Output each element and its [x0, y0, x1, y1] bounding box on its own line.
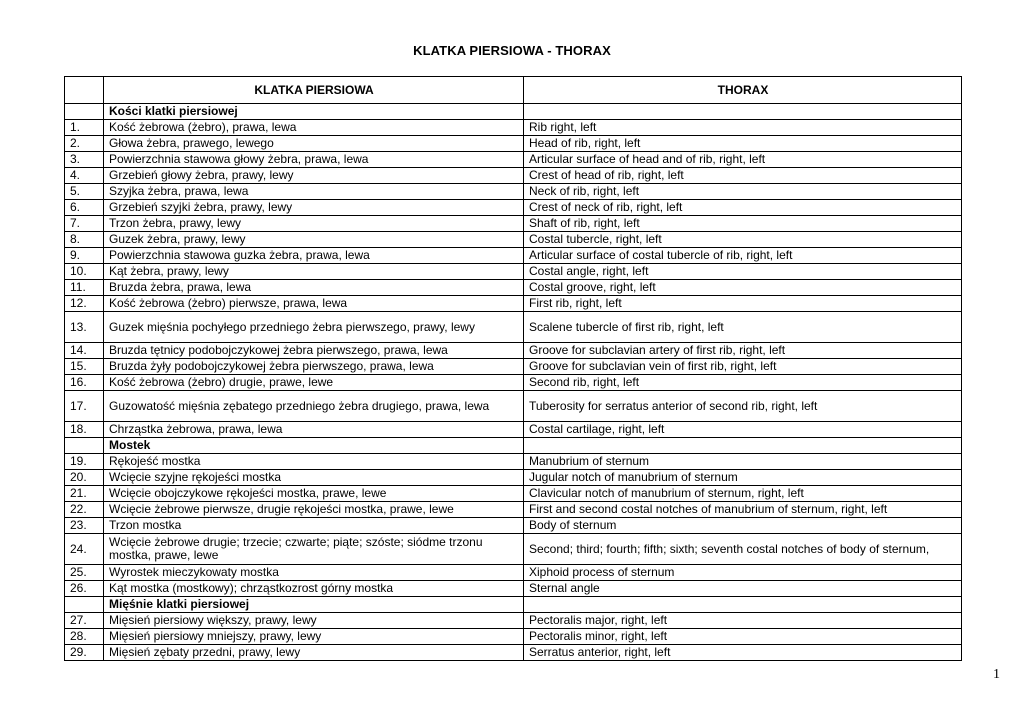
row-number: 26.: [65, 581, 104, 597]
row-number: 19.: [65, 454, 104, 470]
table-row: [65, 136, 962, 152]
row-number: 11.: [65, 280, 104, 296]
polish-term: Bruzda żyły podobojczykowej żebra pierwszego, prawa, lewa: [104, 359, 524, 375]
english-term: Pectoralis major, right, left: [524, 613, 962, 629]
english-term: First and second costal notches of manubrium of sternum, right, left: [524, 502, 962, 518]
polish-term: Chrząstka żebrowa, prawa, lewa: [104, 422, 524, 438]
english-term: Tuberosity for serratus anterior of second rib, right, left: [524, 391, 962, 422]
section-english-cell: [524, 597, 962, 613]
section-heading-row: [65, 104, 962, 120]
row-number: 2.: [65, 136, 104, 152]
english-term: Shaft of rib, right, left: [524, 216, 962, 232]
table-row: [65, 120, 962, 136]
table-row: [65, 296, 962, 312]
polish-term: Bruzda żebra, prawa, lewa: [104, 280, 524, 296]
row-number: 6.: [65, 200, 104, 216]
table-row: [65, 518, 962, 534]
polish-term: Rękojeść mostka: [104, 454, 524, 470]
section-number-cell: [65, 597, 104, 613]
polish-term: Kąt mostka (mostkowy); chrząstkozrost górny mostka: [104, 581, 524, 597]
table-row: [65, 613, 962, 629]
english-term: Costal tubercle, right, left: [524, 232, 962, 248]
english-term: Serratus anterior, right, left: [524, 645, 962, 661]
polish-term: Powierzchnia stawowa guzka żebra, prawa, lewa: [104, 248, 524, 264]
table-row: [65, 216, 962, 232]
english-term: Crest of neck of rib, right, left: [524, 200, 962, 216]
table-row: [65, 359, 962, 375]
table-row: [65, 200, 962, 216]
table-row: [65, 264, 962, 280]
row-number: 25.: [65, 565, 104, 581]
english-term: Groove for subclavian artery of first rib, right, left: [524, 343, 962, 359]
english-term: Articular surface of costal tubercle of rib, right, left: [524, 248, 962, 264]
polish-term: Szyjka żebra, prawa, lewa: [104, 184, 524, 200]
anatomy-terms-table: [64, 76, 962, 661]
english-term: Head of rib, right, left: [524, 136, 962, 152]
english-term: Rib right, left: [524, 120, 962, 136]
english-term: First rib, right, left: [524, 296, 962, 312]
polish-term: Guzek żebra, prawy, lewy: [104, 232, 524, 248]
english-term: Body of sternum: [524, 518, 962, 534]
row-number: 24.: [65, 534, 104, 565]
row-number: 22.: [65, 502, 104, 518]
polish-term: Guzowatość mięśnia zębatego przedniego żebra drugiego, prawa, lewa: [104, 391, 524, 422]
polish-term: Kąt żebra, prawy, lewy: [104, 264, 524, 280]
row-number: 15.: [65, 359, 104, 375]
row-number: 27.: [65, 613, 104, 629]
table-row: [65, 168, 962, 184]
row-number: 17.: [65, 391, 104, 422]
english-term: Neck of rib, right, left: [524, 184, 962, 200]
english-term: Crest of head of rib, right, left: [524, 168, 962, 184]
table-row: [65, 152, 962, 168]
row-number: 20.: [65, 470, 104, 486]
row-number: 16.: [65, 375, 104, 391]
page-number: 1: [993, 667, 1000, 682]
section-number-cell: [65, 104, 104, 120]
polish-term: Kość żebrowa (żebro) drugie, prawe, lewe: [104, 375, 524, 391]
english-term: Clavicular notch of manubrium of sternum, right, left: [524, 486, 962, 502]
table-row: [65, 502, 962, 518]
english-term: Scalene tubercle of first rib, right, left: [524, 312, 962, 343]
english-term: Costal groove, right, left: [524, 280, 962, 296]
table-row: [65, 470, 962, 486]
polish-term: Mięsień piersiowy większy, prawy, lewy: [104, 613, 524, 629]
polish-term: Kość żebrowa (żebro), prawa, lewa: [104, 120, 524, 136]
row-number: 18.: [65, 422, 104, 438]
english-term: Manubrium of sternum: [524, 454, 962, 470]
polish-term: Kość żebrowa (żebro) pierwsze, prawa, lewa: [104, 296, 524, 312]
table-row: [65, 645, 962, 661]
english-term: Costal cartilage, right, left: [524, 422, 962, 438]
table-row: [65, 422, 962, 438]
polish-term: Trzon mostka: [104, 518, 524, 534]
row-number: 7.: [65, 216, 104, 232]
section-heading: Kości klatki piersiowej: [104, 104, 524, 120]
header-polish-cell: KLATKA PIERSIOWA: [104, 77, 524, 104]
english-term: Sternal angle: [524, 581, 962, 597]
document-title: KLATKA PIERSIOWA - THORAX: [413, 43, 611, 58]
row-number: 1.: [65, 120, 104, 136]
table-row: [65, 391, 962, 422]
table-body: [65, 77, 962, 661]
row-number: 14.: [65, 343, 104, 359]
table-row: [65, 565, 962, 581]
row-number: 28.: [65, 629, 104, 645]
table-row: [65, 375, 962, 391]
polish-term: Wcięcie żebrowe drugie; trzecie; czwarte; piąte; szóste; siódme trzonu mostka, prawe, lewe: [104, 534, 524, 565]
table-row: [65, 280, 962, 296]
polish-term: Powierzchnia stawowa głowy żebra, prawa, lewa: [104, 152, 524, 168]
table-row: [65, 232, 962, 248]
section-heading: Mostek: [104, 438, 524, 454]
section-heading: Mięśnie klatki piersiowej: [104, 597, 524, 613]
row-number: 3.: [65, 152, 104, 168]
section-english-cell: [524, 104, 962, 120]
polish-term: Guzek mięśnia pochyłego przedniego żebra pierwszego, prawy, lewy: [104, 312, 524, 343]
polish-term: Mięsień piersiowy mniejszy, prawy, lewy: [104, 629, 524, 645]
table-row: [65, 343, 962, 359]
english-term: Second rib, right, left: [524, 375, 962, 391]
polish-term: Wyrostek mieczykowaty mostka: [104, 565, 524, 581]
header-english-cell: THORAX: [524, 77, 962, 104]
english-term: Groove for subclavian vein of first rib, right, left: [524, 359, 962, 375]
row-number: 13.: [65, 312, 104, 343]
polish-term: Mięsień zębaty przedni, prawy, lewy: [104, 645, 524, 661]
english-term: Jugular notch of manubrium of sternum: [524, 470, 962, 486]
polish-term: Trzon żebra, prawy, lewy: [104, 216, 524, 232]
polish-term: Głowa żebra, prawego, lewego: [104, 136, 524, 152]
row-number: 21.: [65, 486, 104, 502]
row-number: 5.: [65, 184, 104, 200]
english-term: Xiphoid process of sternum: [524, 565, 962, 581]
polish-term: Grzebień szyjki żebra, prawy, lewy: [104, 200, 524, 216]
english-term: Articular surface of head and of rib, right, left: [524, 152, 962, 168]
english-term: Second; third; fourth; fifth; sixth; seventh costal notches of body of sternum,: [524, 534, 962, 565]
row-number: 4.: [65, 168, 104, 184]
table-row: [65, 248, 962, 264]
polish-term: Bruzda tętnicy podobojczykowej żebra pierwszego, prawa, lewa: [104, 343, 524, 359]
polish-term: Grzebień głowy żebra, prawy, lewy: [104, 168, 524, 184]
table-row: [65, 184, 962, 200]
table-row: [65, 312, 962, 343]
table-row: [65, 486, 962, 502]
table-row: [65, 534, 962, 565]
english-term: Costal angle, right, left: [524, 264, 962, 280]
table-row: [65, 629, 962, 645]
row-number: 12.: [65, 296, 104, 312]
section-heading-row: [65, 438, 962, 454]
polish-term: Wcięcie szyjne rękojeści mostka: [104, 470, 524, 486]
section-number-cell: [65, 438, 104, 454]
english-term: Pectoralis minor, right, left: [524, 629, 962, 645]
row-number: 10.: [65, 264, 104, 280]
row-number: 8.: [65, 232, 104, 248]
polish-term: Wcięcie żebrowe pierwsze, drugie rękojeści mostka, prawe, lewe: [104, 502, 524, 518]
row-number: 29.: [65, 645, 104, 661]
row-number: 9.: [65, 248, 104, 264]
section-english-cell: [524, 438, 962, 454]
row-number: 23.: [65, 518, 104, 534]
table-header-row: [65, 77, 962, 104]
table-row: [65, 454, 962, 470]
section-heading-row: [65, 597, 962, 613]
header-number-cell: [65, 77, 104, 104]
table-row: [65, 581, 962, 597]
polish-term: Wcięcie obojczykowe rękojeści mostka, prawe, lewe: [104, 486, 524, 502]
